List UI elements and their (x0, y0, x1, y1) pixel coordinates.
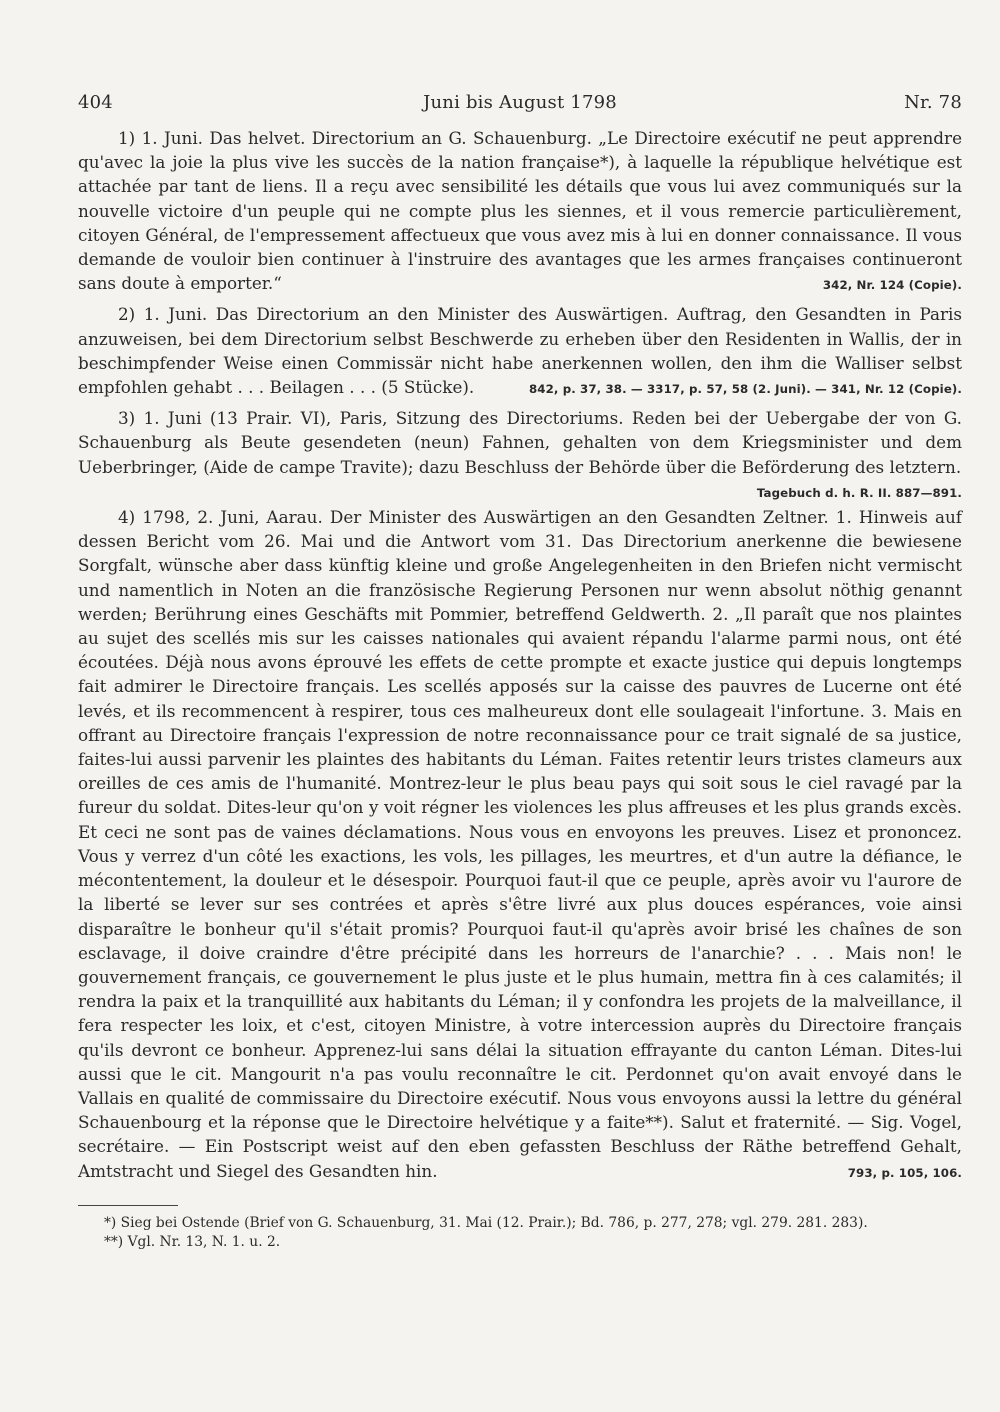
source-reference: 842, p. 37, 38. — 3317, p. 57, 58 (2. Juni). — 341, Nr. 12 (Copie). (529, 382, 962, 397)
entry-2 (78, 302, 962, 399)
source-reference: Tagebuch d. h. R. II. 887—891. (756, 485, 962, 500)
entry-text: 2) 1. Juni. Das Directorium an den Minister des Auswärtigen. Auftrag, den Gesandten in Paris anzuweisen, bei dem Directorium selbst Beschwerde zu erheben über den Residenten in Wallis, der in beschimpfender Weise einen Commissär nicht habe anerkennen wollen, den ihm die Walliser selbst empfohlen gehabt . . . Beilagen . . . (5 Stücke). (78, 304, 962, 398)
entry-1 (78, 126, 962, 295)
entry-3 (78, 406, 962, 500)
entry-text: 4) 1798, 2. Juni, Aarau. Der Minister des Auswärtigen an den Gesandten Zeltner. 1. Hinweis auf dessen Bericht vom 26. Mai und die Antwort vom 31. Das Directorium anerkenne die bewiesene Sorgfalt, wünsche aber dass künftig kleine und große Angelegenheiten in den Briefen nicht vermischt und namentlich in Noten an die französische Regierung Personen nur wenn absolut nöthig genannt werden; Berührung eines Geschäfts mit Pommier, betreffend Geldwerth. 2. „Il paraît que nos plaintes au sujet des scellés mis sur les caisses nationales qui avaient répandu l'alarme parmi nous, ont été écoutées. Déjà nous avons éprouvé les effets de cette prompte et exacte justice qui depuis longtemps fait admirer le Directoire français. Les scellés apposés sur la caisse des pauvres de Lucerne ont été levés, et ils recommencent à respirer, tous ces malheureux dont elle soulageait l'infortune. 3. Mais en offrant au Directoire français l'expression de notre reconnaissance pour ce trait signalé de sa justice, faites-lui aussi parvenir les plaintes des habitants du Léman. Faites retentir leurs tristes clameurs aux oreilles de ces amis de l'humanité. Montrez-leur le plus beau pays qui soit sous le ciel ravagé par la fureur du soldat. Dites-leur qu'on y voit régner les violences les plus affreuses et les plus grands excès. Et ceci ne sont pas de vaines déclamations. Nous vous en envoyons les preuves. Lisez et prononcez. Vous y verrez d'un côté les exactions, les vols, les pillages, les meurtres, et d'un autre la défiance, le mécontentement, la douleur et le désespoir. Pourquoi faut-il que ce peuple, après avoir vu l'aurore de la liberté se lever sur ses contrées et après s'être livré aux plus douces espérances, voie ainsi disparaître le bonheur qu'il s'était promis? Pourquoi faut-il qu'après avoir brisé les chaînes de son esclavage, il doive craindre d'être précipité dans les horreurs de l'anarchie? . . . Mais non! le gouvernement français, ce gouvernement le plus juste et le plus humain, mettra fin à ces calamités; il rendra la paix et la tranquillité aux habitants du Léman; il y confondra les projets de la malveillance, il fera respecter les loix, et c'est, citoyen Ministre, à votre intercession auprès du Directoire français qu'ils devront ce bonheur. Apprenez-lui sans délai la situation effrayante du canton Léman. Dites-lui aussi que le cit. Mangourit n'a pas voulu reconnaître le cit. Perdonnet qu'on avait envoyé dans le Vallais en qualité de commissaire du Directoire exécutif. Nous vous envoyons aussi la lettre du général Schauenbourg et la réponse que le Directoire helvétique y a faite**). Salut et fraternité. — Sig. Vogel, secrétaire. — Ein Postscript weist auf den eben gefassten Beschluss der Räthe betreffend Gehalt, Amtstracht und Siegel des Gesandten hin. (78, 507, 962, 1181)
footnotes (78, 1214, 962, 1252)
entry-4 (78, 505, 962, 1183)
footnote-2: **) Vgl. Nr. 13, N. 1. u. 2. (104, 1233, 281, 1250)
source-reference: 342, Nr. 124 (Copie). (822, 278, 962, 293)
entry-text: 3) 1. Juni (13 Prair. VI), Paris, Sitzung des Directoriums. Reden bei der Uebergabe der von G. Schauenburg als Beute gesendeten (neun) Fahnen, gehalten von dem Kriegsminister und dem Ueberbringer, (Aide de campe Travite); dazu Beschluss der Behörde über die Beförderung des letztern. (78, 408, 962, 477)
footnote-divider (78, 1205, 178, 1206)
document-number: Nr. 78 (904, 92, 962, 113)
entry-text: 1) 1. Juni. Das helvet. Directorium an G. Schauenburg. „Le Directoire exécutif ne peut apprendre qu'avec la joie la plus vive les succès de la nation française*), à laquelle la république helvétique est attachée par tant de liens. Il a reçu avec sensibilité les détails que vous lui avez communiqués sur la nouvelle victoire d'un peuple qui ne compte plus les siennes, et il vous remercie particulièrement, citoyen Général, de l'empressement affectueux que vous avez mis à lui en donner connaissance. Il vous demande de vouloir bien continuer à l'instruire des avantages que les armes françaises continueront sans doute à emporter.“ (78, 128, 962, 294)
footnote-1: *) Sieg bei Ostende (Brief von G. Schauenburg, 31. Mai (12. Prair.); Bd. 786, p. 277, 278; vgl. 279. 281. 283). (104, 1214, 868, 1231)
page-header (78, 92, 962, 126)
source-reference: 793, p. 105, 106. (847, 1165, 962, 1180)
page-number: 404 (78, 92, 113, 113)
main-text (78, 126, 962, 1252)
running-title: Juni bis August 1798 (423, 92, 617, 113)
